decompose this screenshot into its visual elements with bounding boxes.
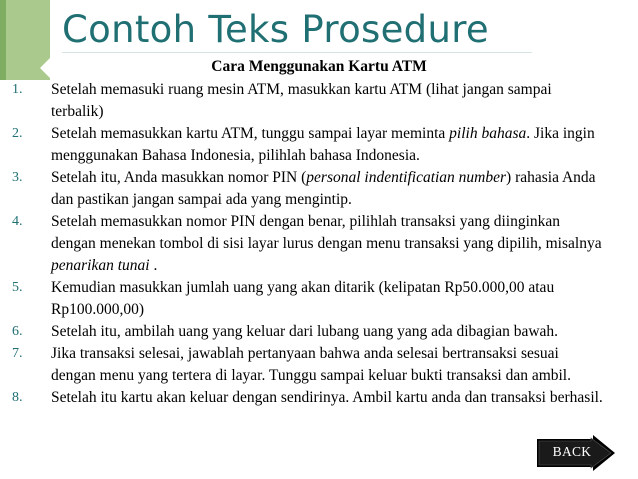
step-text: [51, 211, 607, 277]
step-number: 1.: [12, 82, 23, 97]
step-text-segment: Kemudian masukkan jumlah uang yang akan ditarik (kelipatan Rp50.000,00 atau Rp100.000,00): [51, 279, 555, 318]
step-text: [51, 387, 607, 409]
procedure-step: [0, 343, 638, 387]
step-text-emphasis: pilih bahasa: [449, 125, 527, 142]
procedure-step: [0, 321, 638, 343]
step-text: [51, 123, 607, 167]
step-number: 8.: [12, 390, 23, 405]
procedure-step: [0, 123, 638, 167]
step-text-segment: . Jika ingin menggunakan Bahasa Indonesia, pilihlah bahasa Indonesia.: [51, 125, 595, 164]
step-text: [51, 277, 607, 321]
procedure-steps-list: [0, 79, 638, 409]
step-text-segment: Jika transaksi selesai, jawablah pertanyaan bahwa anda selesai bertransaksi sesuai dengan menu yang tertera di layar. Tunggu sampai keluar bukti transaksi dan ambil.: [51, 345, 571, 384]
step-text: [51, 167, 607, 211]
step-text-emphasis: personal indentificatian number: [306, 169, 507, 186]
page-title: Contoh Teks Prosedure: [62, 8, 489, 51]
step-number: 3.: [12, 170, 23, 185]
step-text: [51, 79, 607, 123]
step-text-segment: Setelah itu, Anda masukkan nomor PIN (: [51, 169, 307, 186]
step-text-segment: Setelah memasuki ruang mesin ATM, masukkan kartu ATM (lihat jangan sampai terbalik): [51, 81, 552, 120]
step-number: 5.: [12, 280, 23, 295]
back-button[interactable]: [535, 434, 617, 472]
procedure-step: [0, 387, 638, 409]
step-text-segment: .: [149, 257, 158, 274]
procedure-step: [0, 79, 638, 123]
step-text: [51, 343, 607, 387]
step-text-segment: ) rahasia Anda dan pastikan jangan sampai ada yang mengintip.: [51, 169, 596, 208]
step-number: 2.: [12, 126, 23, 141]
step-number: 4.: [12, 214, 23, 229]
title-divider: [62, 52, 532, 53]
procedure-step: [0, 167, 638, 211]
step-text-segment: Setelah memasukkan nomor PIN dengan benar, pilihlah transaksi yang diinginkan dengan menekan tombol di sisi layar lurus dengan menu transaksi yang dipilih, misalnya: [51, 213, 602, 252]
step-number: 7.: [12, 346, 23, 361]
back-button-label: BACK: [552, 444, 592, 459]
step-number: 6.: [12, 324, 23, 339]
page-subtitle: Cara Menggunakan Kartu ATM: [211, 58, 427, 75]
step-text-segment: Setelah itu, ambilah uang yang keluar dari lubang uang yang ada dibagian bawah.: [51, 323, 559, 340]
step-text-emphasis: penarikan tunai: [51, 257, 150, 274]
procedure-step: [0, 211, 638, 277]
step-text-segment: Setelah memasukkan kartu ATM, tunggu sampai layar meminta: [51, 125, 450, 142]
step-text-segment: Setelah itu kartu akan keluar dengan sendirinya. Ambil kartu anda dan transaksi berhasil.: [51, 389, 603, 406]
procedure-step: [0, 277, 638, 321]
step-text: [51, 321, 607, 343]
